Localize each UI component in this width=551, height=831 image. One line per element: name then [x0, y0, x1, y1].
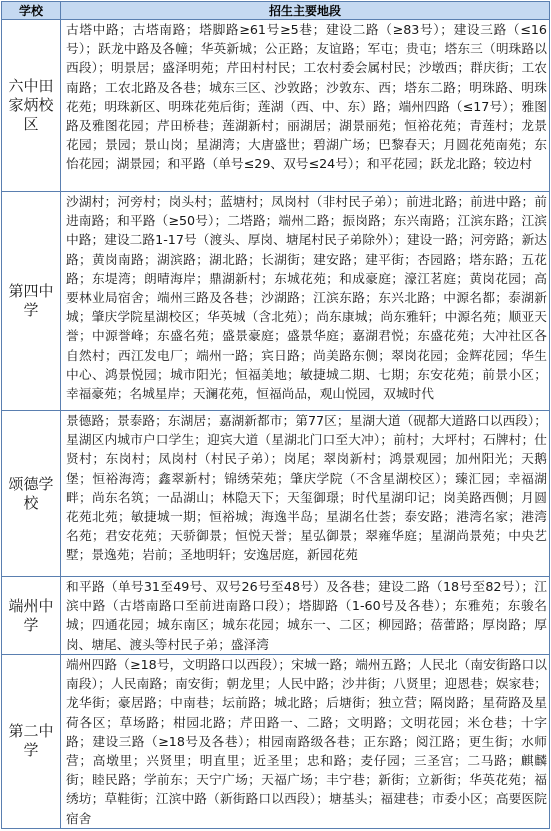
enrollment-area-text: 景德路；景泰路；东湖居；嘉湖新都市；第77区；星湖大道（砚都大道路口以西段）；星湖区内城市户口学生；迎宾大道（星湖北门口至大冲）；前村；大坪村；石牌村；仕贤村；东岗村；凤岗村（村民子弟）；岗尾；翠岗新村；鸿景观园；加州阳光；天鹅堡；恒裕海湾；鑫翠新村；锦绣荣苑；肇庆学院（不含星湖校区）；臻汇园；幸福湖畔；尚东名筑；一品湖山；林隐天下；天玺御璟；时代星湖印记；岗美路西侧；月圆花苑北苑；敏捷城一期；恒裕城；海逸半岛；星湖名仕荟；泰安路；港湾名家；港湾名苑；君安花苑；天骄御景；恒悦天誉；星弘御景；翠雍华庭；星湖尚景苑；中央艺墅；景逸苑；岩前；圣地明轩；安逸居庭，新园花苑	[61, 411, 550, 577]
school-name: 第四中学	[2, 192, 61, 411]
table-row	[2, 411, 550, 577]
enrollment-area-text: 沙湖村；河旁村；岗头村；蓝塘村；凤岗村（非村民子弟）；前进北路；前进中路；前进南路；和平路（≥50号）；二塔路；端州二路；振岗路；东兴南路；江滨东路；江滨中路；建设二路1-17号（渡头、厚岗、塘尾村民子弟除外）；建设一路；河旁路；新达路；黄岗南路；湖滨路；湖北路；长湖街；建安路；建平街；杏园路；塔东路；五花路；东堤湾；朗晴海岸；鼎湖新村；东城花苑；和成豪庭；濠江茗庭；黄岗花园；高要林业局宿舍；端州三路及各巷；沙湖路；江滨东路；东兴北路；中源名都；泰湖新城；肇庆学院星湖校区；华英城（含北苑）；尚东康城；尚东雅轩；中源名苑；顺亚天誉；中源誉峰；东盛名苑；盛景豪庭；盛景华庭；嘉湖君悦；东盛花苑；大冲社区各自然村；西江发电厂；端州一路；宾日路；尚美路东侧；翠岗花园；金辉花园；华生中心、鸿景悦园；城市阳光；恒福美地；敏捷城二期、七期；东安花苑；前景小区；幸福豪苑；名城星岸；天澜花苑，恒福尚品，观山悦园，双城时代	[61, 192, 550, 411]
table-row	[2, 577, 550, 655]
school-column-header: 学校	[2, 2, 61, 20]
enrollment-area-text: 古塔中路；古塔南路；塔脚路≥61号≥5巷；建设二路（≥83号）；建设三路（≤16号）；跃龙中路及各幢；华英新城；公正路；友谊路；军屯；贵屯；塔东三（明珠路以西段）；明景居；盛泽明苑；芹田村村民；工农村委会属村民；沙墩西；群庆街；工农南路；工农北路及各巷；城东三区、沙敦路；沙敦东、西；塔东二路；明珠路、明珠花苑；明珠新区、明珠花苑后街；莲湖（西、中、东）路；端州四路（≤17号）；雅图路及雅图花园；芹田桥巷；莲湖新村；丽湖居；湖景丽苑；恒裕花苑；青莲村；龙景花园；景园；景山岗；星湖湾；大唐盛世；碧湖广场；巴黎春天；月圆花苑南苑；东怡花园；湖景园；和平路（单号≤29、双号≤24号）；和平花园；跃龙北路；较边村	[61, 20, 550, 192]
enrollment-zone-table	[1, 1, 550, 829]
table-row	[2, 192, 550, 411]
enrollment-area-text: 端州四路（≥18号，文明路口以西段）；宋城一路；端州五路；人民北（南安街路口以南段）；人民南路；南安街；朝龙里；人民中路；沙井街；八贤里；迎恩巷；娱家巷；龙华街；豪居路；中南巷；坛前路；城北路；后塘街；独立营；隔岗路；星荷路及星荷各区；草场路；柑园北路；芹田路一、二路；文明路；文明花园；米仓巷；十字路；建设三路（≥18号及各巷）；柑园南路级各巷；正东路；阅江路；更生街；水师营；高墩里；兴贤里；明直里；近圣里；忠和路；麦仔园；三圣宫；二马路；麒麟街；睦民路；学前东；天宁广场；天福广场；丰宁巷；新街；立新街；华英花苑；福绣坊；草鞋街；江滨中路（新街路口以西段）；塘基头；福建巷；市委小区；高要医院宿舍	[61, 655, 550, 829]
school-name: 第二中学	[2, 655, 61, 829]
table-row	[2, 20, 550, 192]
school-name: 端州中学	[2, 577, 61, 655]
table-header-row	[2, 2, 550, 20]
enrollment-area-text: 和平路（单号31至49号、双号26号至48号）及各巷；建设二路（18号至82号）；江滨中路（古塔南路口至前进南路口段）；塔脚路（1-60号及各巷）；东雅苑；东骏名城；四通花园；城东南区；城东花园；城东一、二区；柳园路；蓓蕾路；厚岗路；厚岗、塘尾、渡头等村民子弟；盛泽湾	[61, 577, 550, 655]
table-row	[2, 655, 550, 829]
school-name: 六中田家炳校区	[2, 20, 61, 192]
area-column-header: 招生主要地段	[61, 2, 550, 20]
school-name: 颂德学校	[2, 411, 61, 577]
